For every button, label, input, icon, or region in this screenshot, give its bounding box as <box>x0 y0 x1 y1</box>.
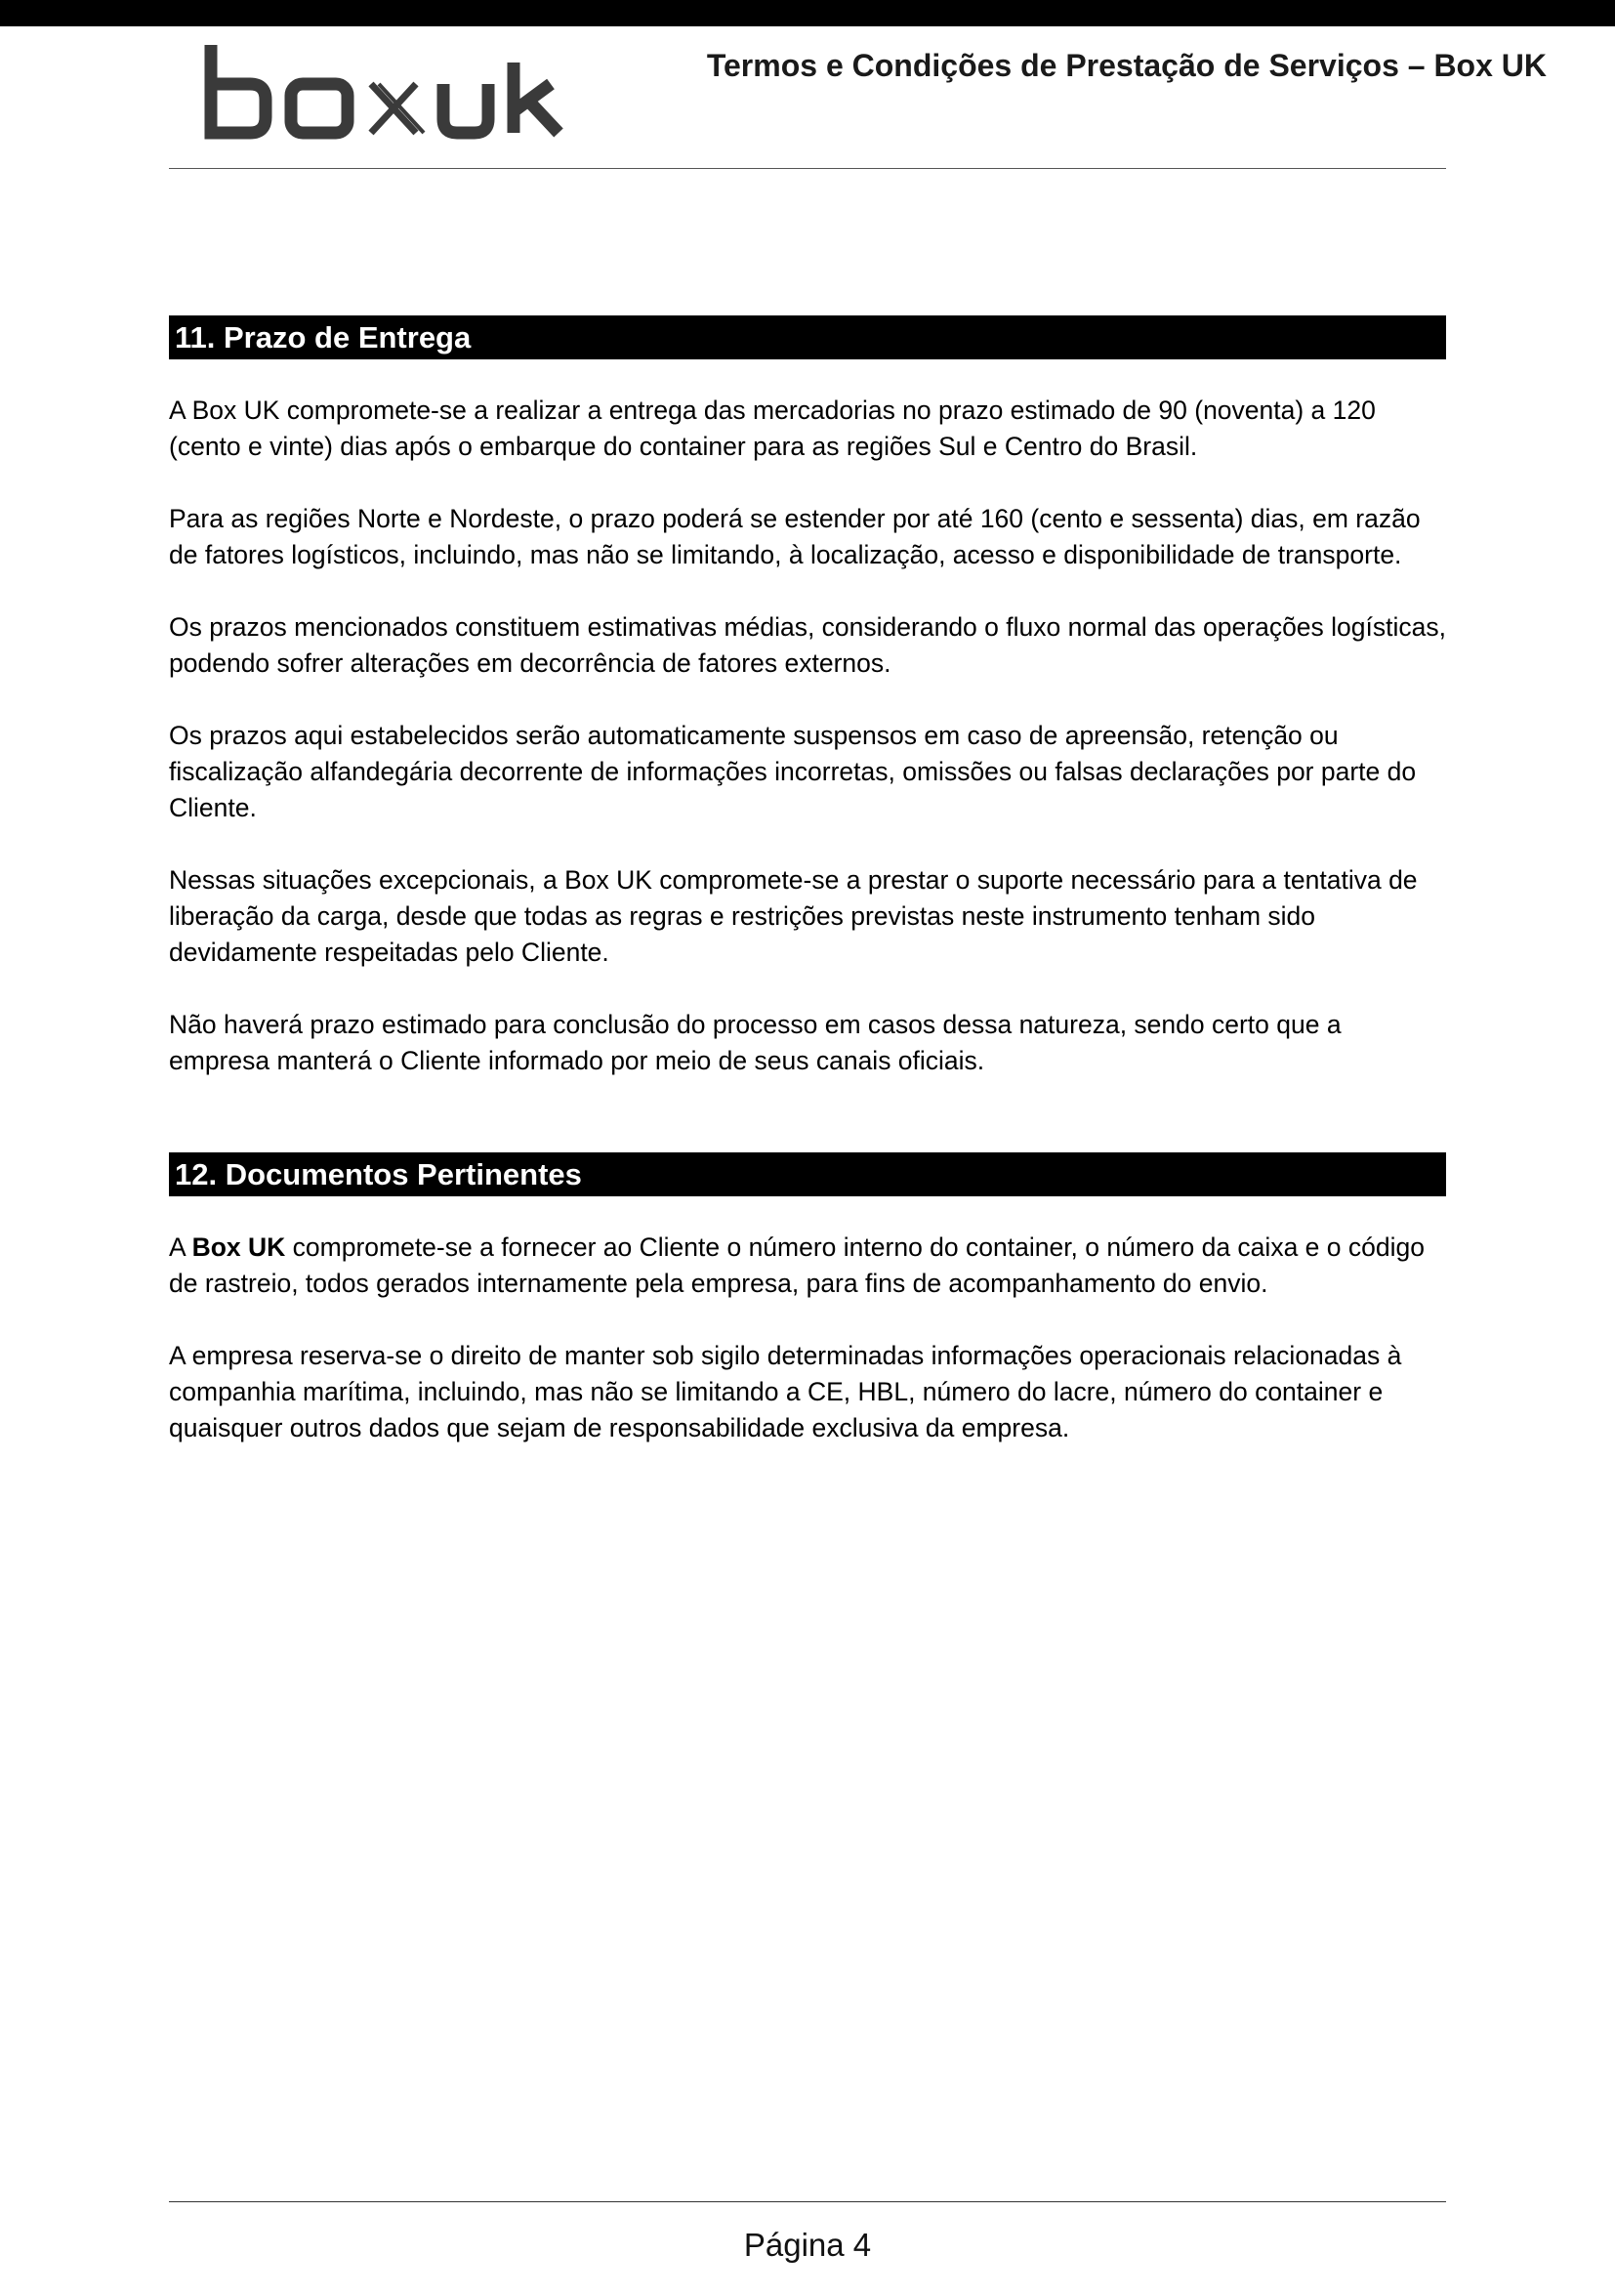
company-name: Box UK <box>191 1232 286 1262</box>
paragraph: Não haverá prazo estimado para conclusão do processo em casos dessa natureza, sendo certo que a empresa manterá o Cliente informado por meio de seus canais oficiais. <box>169 1010 1342 1075</box>
page-number: Página 4 <box>743 2227 872 2263</box>
company-name: Box UK <box>191 396 280 425</box>
boxuk-logo <box>195 39 571 142</box>
paragraph: Os prazos aqui estabelecidos serão automaticamente suspensos em caso de apreensão, retenção ou fiscalização alfandegária decorrente de informações incorretas, omissões ou falsas declarações por parte do Cliente. <box>169 721 1417 822</box>
paragraph: Para as regiões Norte e Nordeste, o prazo poderá se estender por até 160 (cento e sessenta) dias, em razão de fatores logísticos, incluindo, mas não se limitando, à localização, acesso e disponibilidade de transporte. <box>169 504 1421 569</box>
footer-divider <box>169 2201 1446 2202</box>
paragraph: A Box UK compromete-se a realizar a entrega das mercadorias no prazo estimado de 90 (noventa) a 120 (cento e vinte) dias após o embarque do container para as regiões Sul e Centro do Brasil. <box>169 396 1376 461</box>
paragraph: A empresa reserva-se o direito de manter sob sigilo determinadas informações operacionais relacionadas à companhia marítima, incluindo, mas não se limitando a CE, HBL, número do lacre, número do container e quaisquer outros dados que sejam de responsabilidade exclusiva da empresa. <box>169 1341 1402 1442</box>
document-title: Termos e Condições de Prestação de Serviços – Box UK <box>706 48 1547 83</box>
header-divider <box>169 168 1446 169</box>
section-heading-documentos-pertinentes: 12. Documentos Pertinentes <box>169 1152 1446 1196</box>
section-heading-prazo-de-entrega: 11. Prazo de Entrega <box>169 315 1446 359</box>
paragraph: Os prazos mencionados constituem estimativas médias, considerando o fluxo normal das operações logísticas, podendo sofrer alterações em decorrência de fatores externos. <box>169 612 1446 678</box>
document-body <box>169 315 1446 1446</box>
paragraph: A Box UK compromete-se a fornecer ao Cliente o número interno do container, o número da caixa e o código de rastreio, todos gerados internamente pela empresa, para fins de acompanhamento do envio. <box>169 1232 1425 1298</box>
top-border-bar <box>0 0 1615 26</box>
paragraph: Nessas situações excepcionais, a Box UK compromete-se a prestar o suporte necessário para a tentativa de liberação da carga, desde que todas as regras e restrições previstas neste instrumento tenham sido devidamente respeitadas pelo Cliente. <box>169 865 1418 967</box>
